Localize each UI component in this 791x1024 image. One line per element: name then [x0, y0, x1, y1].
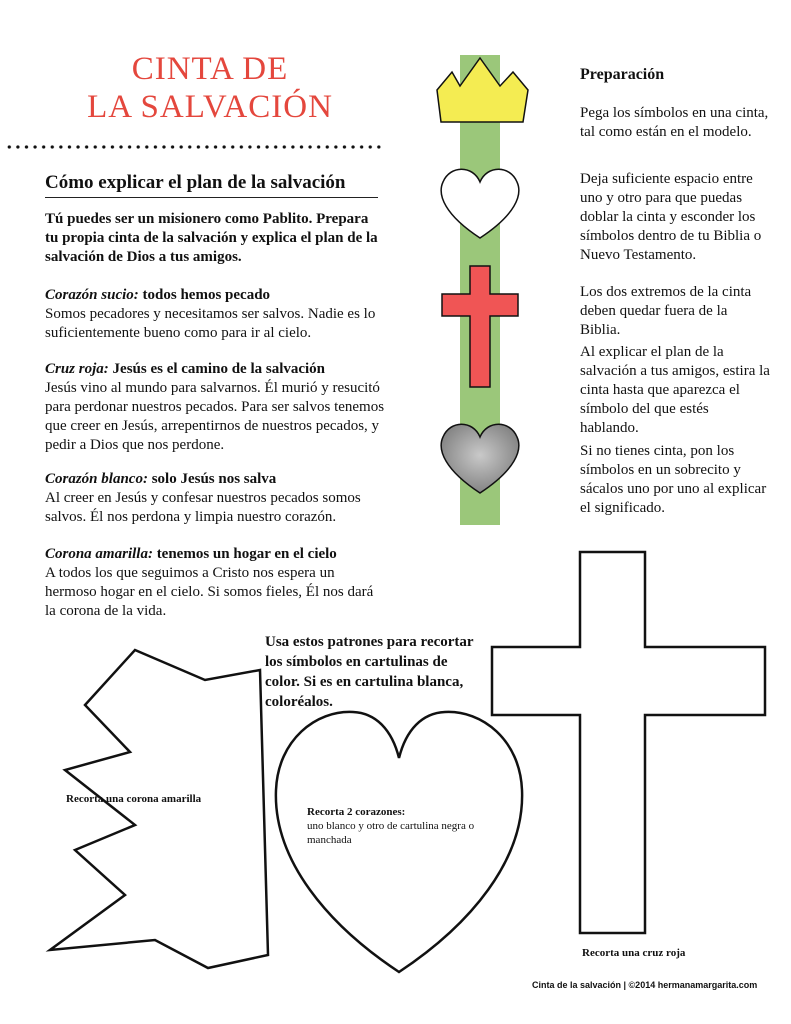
section-headline: todos hemos pecado: [142, 287, 271, 303]
section-heading: Cómo explicar el plan de la salvación: [45, 172, 346, 193]
section-headline: tenemos un hogar en el cielo: [156, 546, 337, 562]
section-label: Cruz roja:: [45, 361, 109, 377]
section-text: Somos pecadores y necesitamos ser salvos. Nadie es lo suficientemente bueno como para ir al cielo.: [45, 306, 376, 341]
section-dirty-heart: [45, 286, 385, 343]
preparation-paragraph: Pega los símbolos en una cinta, tal como están en el modelo.: [580, 105, 769, 140]
salvation-ribbon-illustration: [425, 50, 555, 530]
title-line-2: LA SALVACIÓN: [87, 89, 333, 125]
section-label: Corona amarilla:: [45, 546, 153, 562]
section-text: Al creer en Jesús y confesar nuestros pecados somos salvos. Él nos perdona y limpia nuestro corazón.: [45, 490, 361, 525]
section-header: [45, 470, 385, 489]
section-label: Corazón blanco:: [45, 471, 148, 487]
page-title: [40, 50, 380, 126]
section-red-cross: [45, 360, 385, 455]
heart-label-text: uno blanco y otro de cartulina negra o manchada: [307, 820, 475, 846]
cross-icon: [442, 266, 518, 387]
preparation-paragraph: Los dos extremos de la cinta deben quedar fuera de la Biblia.: [580, 284, 752, 338]
title-line-1: CINTA DE: [131, 51, 289, 87]
section-yellow-crown: [45, 545, 385, 621]
section-headline: Jesús es el camino de la salvación: [112, 361, 326, 377]
crown-pattern-label: Recorta una corona amarilla: [66, 793, 202, 805]
cross-pattern-label: Recorta una cruz roja: [582, 947, 686, 959]
dotted-divider: [5, 145, 383, 149]
section-header: [45, 545, 385, 564]
preparation-paragraph: Deja suficiente espacio entre uno y otro para que puedas doblar la cinta y esconder los símbolos dentro de tu Biblia o Nuevo Testamento.: [580, 171, 762, 263]
preparation-paragraph: Al explicar el plan de la salvación a tus amigos, estira la cinta hasta que aparezca el símbolo del que estés hablando.: [580, 344, 770, 436]
preparation-heading: Preparación: [580, 66, 665, 83]
section-white-heart: [45, 470, 385, 527]
section-text: Jesús vino al mundo para salvarnos. Él murió y resucitó para perdonar nuestros pecados. Para ser salvos tenemos que creer en Jesús, arrepentirnos de nuestros pecados, y pedir a Dios que nos perdone.: [45, 380, 385, 453]
pattern-instructions: Usa estos patrones para recortar los símbolos en cartulinas de color. Si es en cartulina blanca, coloréalos.: [265, 634, 474, 710]
preparation-paragraph: Si no tienes cinta, pon los símbolos en un sobrecito y sácalos uno por uno al explicar el significado.: [580, 443, 767, 516]
cross-pattern-outline: [485, 545, 770, 940]
footer-credit: Cinta de la salvación | ©2014 hermanamargarita.com: [532, 980, 758, 990]
heart-label-title: Recorta 2 corazones:: [307, 806, 406, 818]
section-header: [45, 360, 385, 379]
heading-underline: [45, 197, 378, 198]
intro-paragraph: Tú puedes ser un misionero como Pablito. Prepara tu propia cinta de la salvación y explica el plan de la salvación de Dios a tus amigos.: [45, 211, 378, 265]
section-headline: solo Jesús nos salva: [151, 471, 277, 487]
section-text: A todos los que seguimos a Cristo nos espera un hermoso hogar en el cielo. Si somos fieles, Él nos dará la corona de la vida.: [45, 565, 374, 619]
crown-pattern-outline: [40, 640, 275, 980]
crown-icon: [437, 58, 528, 122]
heart-pattern-label: [307, 805, 482, 847]
section-header: [45, 286, 385, 305]
section-label: Corazón sucio:: [45, 287, 139, 303]
